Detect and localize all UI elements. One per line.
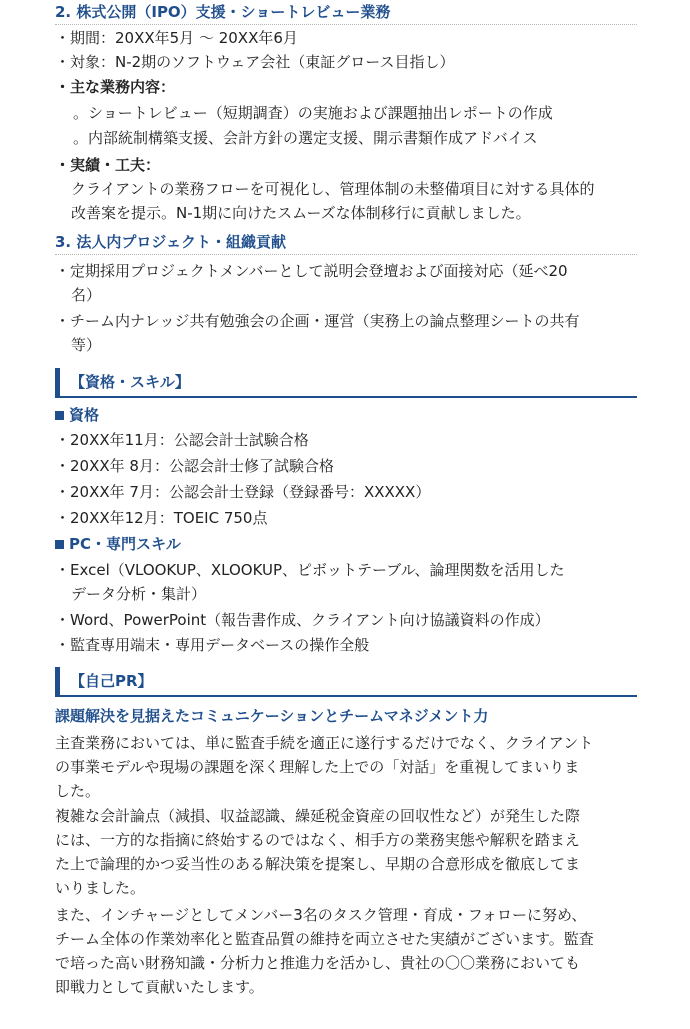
pr-paragraph-line: また、インチャージとしてメンバー3名のタスク管理・育成・フォローに努め、 [55,906,587,924]
client-line: ・対象：N-2期のソフトウェア会社（東証グロース目指し） [55,53,455,71]
contribution-item-cont: 等） [71,336,102,354]
contribution-item: ・チーム内ナレッジ共有勉強会の企画・運営（実務上の論点整理シートの共有 [55,312,580,330]
qualification-item: ・20XX年12月：TOEIC 750点 [55,509,268,527]
pr-paragraph-line: には、一方的な指摘に終始するのではなく、相手方の業務実態や解釈を踏まえ [55,831,580,849]
pr-paragraph-line: チーム全体の作業効率化と監査品質の維持を両立させた実績がございます。監査 [55,930,594,948]
square-bullet-icon [55,540,64,549]
pr-paragraph [55,804,640,900]
section-2-heading: 2. 株式公開（IPO）支援・ショートレビュー業務 [55,2,637,25]
pr-paragraph-line: 即戦力として貢献いたします。 [55,978,264,996]
results-text-line: クライアントの業務フローを可視化し、管理体制の未整備項目に対する具体的 [71,180,595,198]
pr-paragraph-line: 主査業務においては、単に監査手続を適正に遂行するだけでなく、クライアント [55,734,594,752]
qualifications-heading [55,404,99,426]
pc-skill-item: ・Excel（VLOOKUP、XLOOKUP、ピボットテーブル、論理関数を活用した [55,561,565,579]
pr-paragraph-line: 複雑な会計論点（減損、収益認識、繰延税金資産の回収性など）が発生した際 [55,807,581,825]
duty-item: 。内部統制構築支援、会計方針の選定支援、開示書類作成アドバイス [73,129,538,147]
results-label: ・実績・工夫： [55,156,161,174]
pc-skill-item: ・監査専用端末・専用データベースの操作全般 [55,636,370,654]
pr-subtitle: 課題解決を見据えたコミュニケーションとチームマネジメント力 [55,707,489,725]
period-line: ・期間：20XX年5月 ～ 20XX年6月 [55,29,298,47]
pr-paragraph [55,903,640,999]
qualifications-label: 資格 [69,406,100,424]
pr-title: 【自己PR】 [70,672,153,690]
main-duties-label: ・主な業務内容： [55,78,176,96]
pr-section-header [55,667,637,697]
pr-paragraph-line: の事業モデルや現場の課題を深く理解した上での「対話」を重視してまいりま [55,758,580,776]
pc-skills-heading [55,533,181,555]
qualification-item: ・20XX年 8月：公認会計士修了試験合格 [55,457,334,475]
pr-paragraph-line: た上で論理的かつ妥当性のある解決策を提案し、早期の合意形成を徹底してま [55,855,581,873]
contribution-item: ・定期採用プロジェクトメンバーとして説明会登壇および面接対応（延べ20 [55,262,568,280]
pc-skill-item-cont: データ分析・集計） [71,585,207,603]
pr-paragraph-line: いりました。 [55,879,146,897]
skills-section-header [55,368,637,398]
pr-paragraph-line: で培った高い財務知識・分析力と推進力を活かし、貴社の〇〇業務においても [55,954,581,972]
pr-paragraph [55,731,640,803]
pr-paragraph-line: した。 [55,782,101,800]
square-bullet-icon [55,411,64,420]
pc-skill-item: ・Word、PowerPoint（報告書作成、クライアント向け協議資料の作成） [55,611,550,629]
results-text-line: 改善案を提示。N-1期に向けたスムーズな体制移行に貢献しました。 [71,204,531,222]
section-3-heading: 3. 法人内プロジェクト・組織貢献 [55,232,637,255]
contribution-item-cont: 名） [71,286,102,304]
duty-item: 。ショートレビュー（短期調査）の実施および課題抽出レポートの作成 [73,104,553,122]
qualification-item: ・20XX年 7月：公認会計士登録（登録番号：XXXXX） [55,483,431,501]
pc-skills-label: PC・専門スキル [69,535,181,553]
skills-title: 【資格・スキル】 [70,373,190,391]
qualification-item: ・20XX年11月：公認会計士試験合格 [55,431,309,449]
